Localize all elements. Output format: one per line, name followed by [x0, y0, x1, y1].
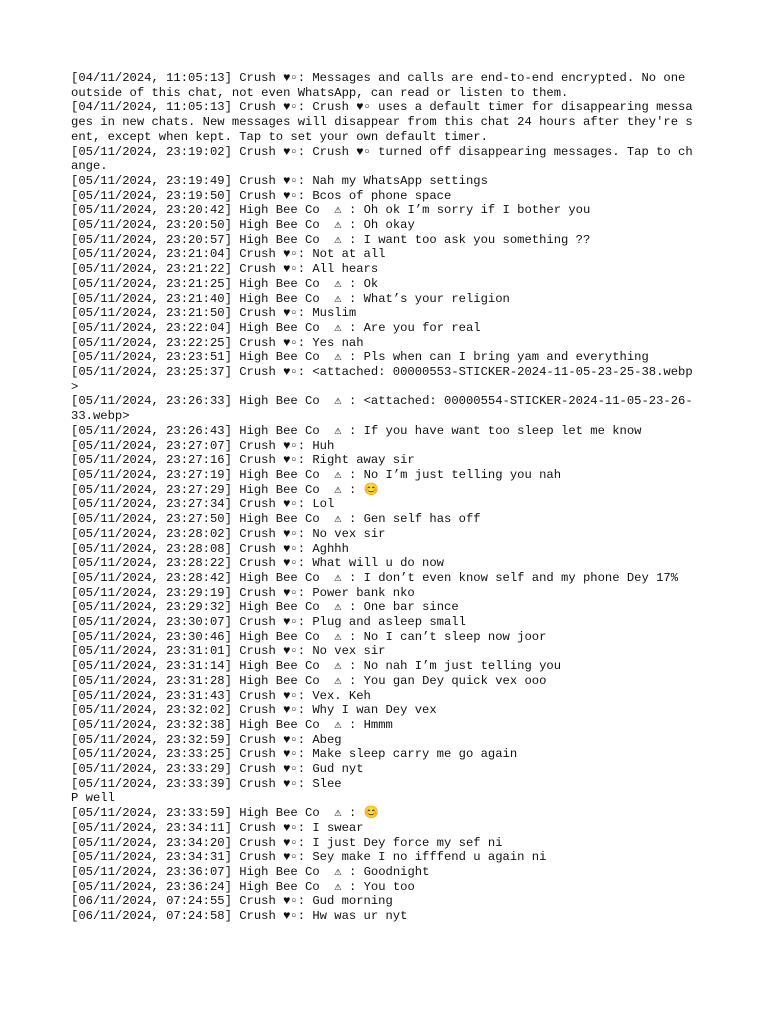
chat-line: [05/11/2024, 23:33:59] High Bee Co ⚠︎ : 😊: [71, 806, 379, 821]
chat-line: [05/11/2024, 23:22:04] High Bee Co ⚠︎ : Are you for real: [71, 320, 481, 335]
chat-line: [05/11/2024, 23:30:07] Crush ♥︎▫: Plug and asleep small: [71, 615, 466, 630]
chat-line: [05/11/2024, 23:33:39] Crush ♥︎▫: Slee P well: [71, 776, 342, 806]
chat-line: [05/11/2024, 23:32:02] Crush ♥︎▫: Why I wan Dey vex: [71, 703, 437, 718]
chat-line: [05/11/2024, 23:21:50] Crush ♥︎▫: Muslim: [71, 306, 357, 321]
chat-line: [05/11/2024, 23:19:02] Crush ♥︎▫: Crush ♥︎▫ turned off disappearing messages. Tap to change.: [71, 144, 693, 174]
chat-line: [05/11/2024, 23:28:22] Crush ♥︎▫: What will u do now: [71, 556, 444, 571]
chat-line: [05/11/2024, 23:27:07] Crush ♥︎▫: Huh: [71, 438, 335, 453]
chat-line: [05/11/2024, 23:27:34] Crush ♥︎▫: Lol: [71, 497, 335, 512]
chat-line: [05/11/2024, 23:28:08] Crush ♥︎▫: Aghhh: [71, 541, 349, 556]
chat-line: [05/11/2024, 23:20:57] High Bee Co ⚠︎ : I want too ask you something ??: [71, 232, 591, 247]
chat-line: [05/11/2024, 23:20:42] High Bee Co ⚠︎ : Oh ok I’m sorry if I bother you: [71, 203, 591, 218]
chat-line: [06/11/2024, 07:24:55] Crush ♥︎▫: Gud morning: [71, 894, 393, 909]
chat-line: [05/11/2024, 23:22:25] Crush ♥︎▫: Yes nah: [71, 335, 364, 350]
chat-line: [05/11/2024, 23:20:50] High Bee Co ⚠︎ : Oh okay: [71, 218, 415, 233]
chat-line: [05/11/2024, 23:23:51] High Bee Co ⚠︎ : Pls when can I bring yam and everything: [71, 350, 649, 365]
chat-export-page: [71, 71, 699, 924]
chat-line: [05/11/2024, 23:30:46] High Bee Co ⚠︎ : No I can’t sleep now joor: [71, 629, 547, 644]
chat-line: [05/11/2024, 23:27:16] Crush ♥︎▫: Right away sir: [71, 453, 415, 468]
chat-line: [05/11/2024, 23:34:20] Crush ♥︎▫: I just Dey force my sef ni: [71, 835, 503, 850]
chat-line: [05/11/2024, 23:19:50] Crush ♥︎▫: Bcos of phone space: [71, 188, 452, 203]
chat-line: [05/11/2024, 23:34:31] Crush ♥︎▫: Sey make I no ifffend u again ni: [71, 850, 547, 865]
chat-line: [05/11/2024, 23:29:19] Crush ♥︎▫: Power bank nko: [71, 585, 415, 600]
chat-line: [05/11/2024, 23:31:01] Crush ♥︎▫: No vex sir: [71, 644, 386, 659]
chat-line: [05/11/2024, 23:31:14] High Bee Co ⚠︎ : No nah I’m just telling you: [71, 659, 562, 674]
chat-line: [05/11/2024, 23:27:19] High Bee Co ⚠︎ : No I’m just telling you nah: [71, 467, 562, 482]
chat-line: [05/11/2024, 23:33:25] Crush ♥︎▫: Make sleep carry me go again: [71, 747, 518, 762]
chat-line: [04/11/2024, 11:05:13] Crush ♥︎▫: Crush ♥︎▫ uses a default timer for disappearing messages in new chats. New messages will disappear from this chat 24 hours after they're sent, except when kept. Tap to set your own default timer.: [71, 100, 693, 144]
chat-line: [05/11/2024, 23:28:02] Crush ♥︎▫: No vex sir: [71, 526, 386, 541]
chat-line: [05/11/2024, 23:33:29] Crush ♥︎▫: Gud nyt: [71, 762, 364, 777]
chat-line: [05/11/2024, 23:21:04] Crush ♥︎▫: Not at all: [71, 247, 386, 262]
chat-line: [05/11/2024, 23:36:24] High Bee Co ⚠︎ : You too: [71, 879, 415, 894]
chat-line: [05/11/2024, 23:31:28] High Bee Co ⚠︎ : You gan Dey quick vex ooo: [71, 673, 547, 688]
chat-line: [05/11/2024, 23:28:42] High Bee Co ⚠︎ : I don’t even know self and my phone Dey 17%: [71, 570, 679, 585]
chat-line: [05/11/2024, 23:25:37] Crush ♥︎▫: <attached: 00000553-STICKER-2024-11-05-23-25-38.webp>: [71, 365, 693, 394]
chat-line: [04/11/2024, 11:05:13] Crush ♥︎▫: Messages and calls are end-to-end encrypted. No one outside of this chat, not even WhatsApp, can read or listen to them.: [71, 71, 693, 100]
chat-line: [05/11/2024, 23:32:38] High Bee Co ⚠︎ : Hmmm: [71, 717, 393, 732]
chat-line: [05/11/2024, 23:27:50] High Bee Co ⚠︎ : Gen self has off: [71, 512, 481, 527]
chat-line: [05/11/2024, 23:21:25] High Bee Co ⚠︎ : Ok: [71, 276, 379, 291]
chat-line: [05/11/2024, 23:31:43] Crush ♥︎▫: Vex. Keh: [71, 688, 371, 703]
chat-line: [05/11/2024, 23:19:49] Crush ♥︎▫: Nah my WhatsApp settings: [71, 173, 488, 188]
chat-line: [05/11/2024, 23:27:29] High Bee Co ⚠︎ : 😊: [71, 482, 379, 497]
chat-line: [05/11/2024, 23:36:07] High Bee Co ⚠︎ : Goodnight: [71, 864, 430, 879]
chat-line: [05/11/2024, 23:34:11] Crush ♥︎▫: I swear: [71, 820, 364, 835]
chat-line: [05/11/2024, 23:29:32] High Bee Co ⚠︎ : One bar since: [71, 600, 459, 615]
chat-line: [06/11/2024, 07:24:58] Crush ♥︎▫: Hw was ur nyt: [71, 909, 408, 924]
chat-line: [05/11/2024, 23:26:43] High Bee Co ⚠︎ : If you have want too sleep let me know: [71, 423, 642, 438]
chat-line: [05/11/2024, 23:32:59] Crush ♥︎▫: Abeg: [71, 732, 342, 747]
chat-line: [05/11/2024, 23:26:33] High Bee Co ⚠︎ : <attached: 00000554-STICKER-2024-11-05-23-26-33.webp>: [71, 394, 693, 424]
chat-line: [05/11/2024, 23:21:22] Crush ♥︎▫: All hears: [71, 262, 379, 277]
chat-line: [05/11/2024, 23:21:40] High Bee Co ⚠︎ : What’s your religion: [71, 291, 510, 306]
